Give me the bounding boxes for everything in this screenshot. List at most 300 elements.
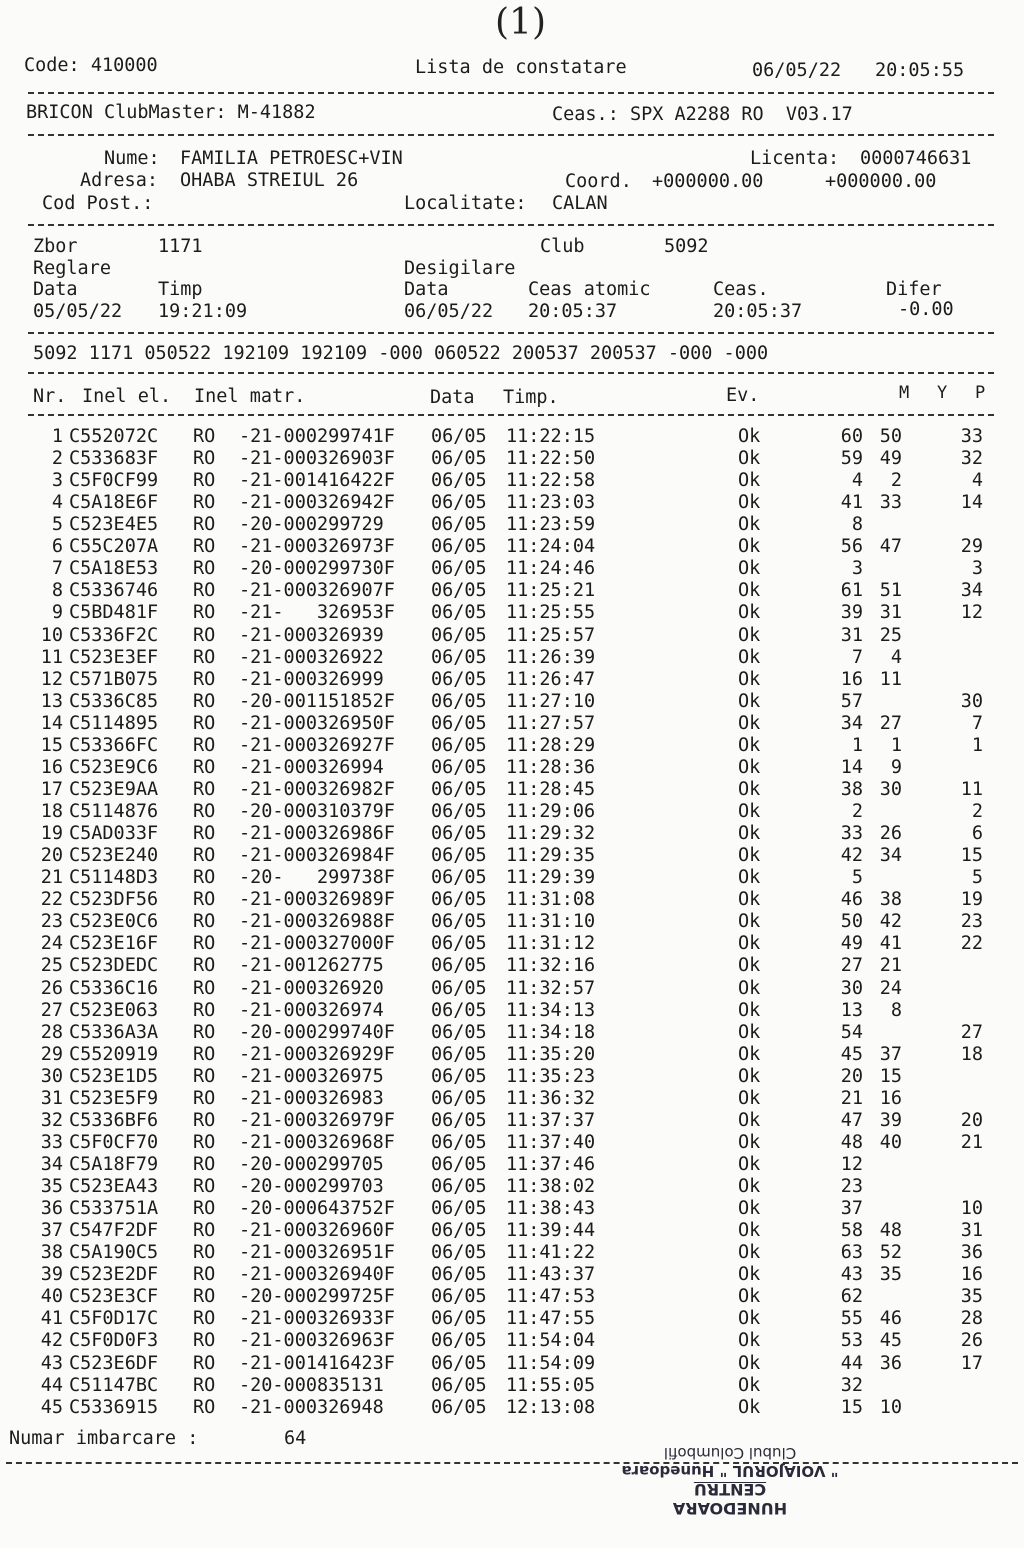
col-header-inel-el: Inel el. — [82, 386, 172, 407]
cell-nr: 39 — [40, 1264, 63, 1286]
cell-ev: Ok — [738, 1065, 761, 1087]
cell-inel-el: C523E1D5 — [69, 1065, 159, 1087]
cell-m: 48 — [840, 1131, 863, 1153]
cell-p: 28 — [960, 1308, 983, 1330]
cell-inel-el: C5F0D17C — [69, 1308, 159, 1330]
cell-p: 34 — [960, 580, 983, 602]
cell-nr: 33 — [40, 1131, 63, 1153]
cell-data: 06/05 — [431, 624, 487, 646]
cell-data: 06/05 — [431, 1286, 487, 1308]
cell-inel-el: C5520919 — [69, 1043, 159, 1065]
cell-timp: 11:47:53 — [506, 1286, 596, 1308]
cell-data: 06/05 — [431, 845, 487, 867]
postal-label: Cod Post.: — [42, 193, 154, 214]
cell-y: 8 — [890, 999, 902, 1021]
cell-inel-el: C51147BC — [69, 1374, 159, 1396]
cell-y: 48 — [879, 1220, 902, 1242]
cell-y: 38 — [879, 889, 902, 911]
cell-inel-el: C547F2DF — [69, 1220, 159, 1242]
cell-m: 49 — [840, 933, 863, 955]
cell-inel-el: C5336BF6 — [69, 1109, 159, 1131]
cell-m: 41 — [840, 492, 863, 514]
divider — [6, 1462, 1018, 1464]
cell-inel-el: C5F0D0F3 — [69, 1330, 159, 1352]
cell-inel-el: C5336C85 — [69, 690, 159, 712]
cell-inel-matr: -21-000326982F — [239, 778, 395, 800]
cell-timp: 11:26:47 — [506, 668, 596, 690]
cell-ev: Ok — [738, 1087, 761, 1109]
cell-data: 06/05 — [431, 712, 487, 734]
cell-inel-matr: -21-000326968F — [239, 1131, 395, 1153]
cell-timp: 11:26:39 — [506, 646, 596, 668]
cell-nr: 28 — [40, 1021, 63, 1043]
cell-nr: 12 — [40, 668, 63, 690]
cell-timp: 11:37:37 — [506, 1109, 596, 1131]
cell-p: 6 — [971, 823, 983, 845]
cell-nr: 23 — [40, 911, 63, 933]
cell-inel-matr: -21-000326939 — [239, 624, 384, 646]
cell-timp: 11:38:43 — [506, 1198, 596, 1220]
cell-timp: 11:35:23 — [506, 1065, 596, 1087]
cell-inel-el: C523E4E5 — [69, 514, 159, 536]
cell-timp: 11:22:15 — [506, 426, 596, 447]
cell-data: 06/05 — [431, 448, 487, 470]
cell-timp: 11:34:18 — [506, 1021, 596, 1043]
cell-nr: 36 — [40, 1198, 63, 1220]
cell-data: 06/05 — [431, 778, 487, 800]
reglare-date: 05/05/22 — [33, 301, 123, 322]
col-header-y: Y — [937, 383, 948, 403]
cell-inel-matr: -20-000299725F — [239, 1286, 395, 1308]
cell-m: 60 — [840, 426, 863, 447]
cell-data: 06/05 — [431, 1396, 487, 1418]
cell-inel-matr: -21-000326951F — [239, 1242, 395, 1264]
cell-country: RO — [193, 1242, 216, 1264]
cell-timp: 11:41:22 — [506, 1242, 596, 1264]
cell-timp: 11:31:08 — [506, 889, 596, 911]
cell-inel-el: C5F0CF70 — [69, 1131, 159, 1153]
cell-y: 37 — [879, 1043, 902, 1065]
cell-data: 06/05 — [431, 558, 487, 580]
cell-inel-el: C523E063 — [69, 999, 159, 1021]
cell-inel-el: C552072C — [69, 426, 159, 447]
cell-inel-el: C5114876 — [69, 801, 159, 823]
cell-ev: Ok — [738, 646, 761, 668]
cell-m: 53 — [840, 1330, 863, 1352]
cell-country: RO — [193, 734, 216, 756]
cell-p: 5 — [971, 867, 983, 889]
cell-inel-el: C523E2DF — [69, 1264, 159, 1286]
cell-inel-matr: -21-000326984F — [239, 845, 395, 867]
cell-inel-matr: -20-000299703 — [239, 1176, 384, 1198]
cell-inel-el: C523E3CF — [69, 1286, 159, 1308]
cell-inel-matr: -21-000326979F — [239, 1109, 395, 1131]
cell-ev: Ok — [738, 492, 761, 514]
cell-inel-matr: -21-000326907F — [239, 580, 395, 602]
cell-country: RO — [193, 470, 216, 492]
cell-timp: 11:23:03 — [506, 492, 596, 514]
cell-ev: Ok — [738, 712, 761, 734]
cell-timp: 11:32:57 — [506, 977, 596, 999]
cell-ev: Ok — [738, 514, 761, 536]
cell-p: 31 — [960, 1220, 983, 1242]
cell-data: 06/05 — [431, 756, 487, 778]
cell-m: 56 — [840, 536, 863, 558]
cell-timp: 11:27:10 — [506, 690, 596, 712]
cell-y: 41 — [879, 933, 902, 955]
cell-y: 36 — [879, 1352, 902, 1374]
cell-timp: 11:25:55 — [506, 602, 596, 624]
cell-nr: 19 — [40, 823, 63, 845]
cell-m: 42 — [840, 845, 863, 867]
cell-y: 42 — [879, 911, 902, 933]
cell-country: RO — [193, 1374, 216, 1396]
cell-p: 23 — [960, 911, 983, 933]
col-header-m: M — [899, 383, 910, 403]
cell-timp: 11:35:20 — [506, 1043, 596, 1065]
cell-inel-el: C5336F2C — [69, 624, 159, 646]
cell-p: 4 — [971, 470, 983, 492]
cell-y: 11 — [879, 668, 902, 690]
cell-y: 15 — [879, 1065, 902, 1087]
cell-p: 15 — [960, 845, 983, 867]
cell-timp: 11:22:58 — [506, 470, 596, 492]
cell-ev: Ok — [738, 1308, 761, 1330]
cell-ev: Ok — [738, 1043, 761, 1065]
desigilare-date: 06/05/22 — [404, 301, 494, 322]
cell-data: 06/05 — [431, 1131, 487, 1153]
cell-m: 8 — [851, 514, 863, 536]
cell-ev: Ok — [738, 558, 761, 580]
cell-nr: 7 — [51, 558, 63, 580]
cell-ev: Ok — [738, 911, 761, 933]
cell-ev: Ok — [738, 448, 761, 470]
cell-m: 45 — [840, 1043, 863, 1065]
cell-nr: 26 — [40, 977, 63, 999]
cell-ev: Ok — [738, 1374, 761, 1396]
cell-ev: Ok — [738, 734, 761, 756]
cell-nr: 3 — [51, 470, 63, 492]
locality-value: CALAN — [552, 193, 608, 214]
cell-timp: 11:27:57 — [506, 712, 596, 734]
cell-country: RO — [193, 602, 216, 624]
cell-ev: Ok — [738, 1198, 761, 1220]
cell-inel-el: C523E16F — [69, 933, 159, 955]
cell-ev: Ok — [738, 690, 761, 712]
cell-nr: 20 — [40, 845, 63, 867]
cell-inel-matr: -21-000326927F — [239, 734, 395, 756]
cell-inel-el: C5336915 — [69, 1396, 159, 1418]
owner-name: FAMILIA PETROESC+VIN — [180, 148, 403, 169]
cell-nr: 25 — [40, 955, 63, 977]
cell-timp: 11:29:39 — [506, 867, 596, 889]
divider — [28, 224, 994, 226]
cell-inel-el: C523E0C6 — [69, 911, 159, 933]
cell-data: 06/05 — [431, 1087, 487, 1109]
cell-data: 06/05 — [431, 734, 487, 756]
cell-country: RO — [193, 448, 216, 470]
cell-y: 4 — [890, 646, 902, 668]
cell-y: 45 — [879, 1330, 902, 1352]
cell-inel-matr: -21-000326974 — [239, 999, 384, 1021]
cell-y: 31 — [879, 602, 902, 624]
cell-data: 06/05 — [431, 1308, 487, 1330]
col-header-p: P — [975, 383, 986, 403]
cell-data: 06/05 — [431, 536, 487, 558]
divider — [28, 92, 994, 94]
cell-country: RO — [193, 1153, 216, 1175]
cell-p: 32 — [960, 448, 983, 470]
cell-timp: 11:37:40 — [506, 1131, 596, 1153]
cell-ev: Ok — [738, 1352, 761, 1374]
divider — [28, 372, 994, 374]
cell-country: RO — [193, 668, 216, 690]
cell-m: 23 — [840, 1176, 863, 1198]
ceas-atomic-label: Ceas atomic — [528, 279, 651, 300]
cell-inel-el: C523E3EF — [69, 646, 159, 668]
cell-inel-el: C523DF56 — [69, 889, 159, 911]
cell-nr: 30 — [40, 1065, 63, 1087]
cell-data: 06/05 — [431, 1352, 487, 1374]
locality-label: Localitate: — [404, 193, 527, 214]
license-label: Licenta: — [750, 148, 840, 169]
cell-country: RO — [193, 1087, 216, 1109]
cell-inel-matr: -20-000299740F — [239, 1021, 395, 1043]
cell-country: RO — [193, 1043, 216, 1065]
cell-inel-el: C5336746 — [69, 580, 159, 602]
cell-timp: 11:28:36 — [506, 756, 596, 778]
cell-m: 16 — [840, 668, 863, 690]
cell-country: RO — [193, 1220, 216, 1242]
cell-p: 10 — [960, 1198, 983, 1220]
cell-ev: Ok — [738, 536, 761, 558]
clock-info: Ceas.: SPX A2288 RO V03.17 — [552, 104, 853, 125]
cell-ev: Ok — [738, 1131, 761, 1153]
cell-ev: Ok — [738, 1242, 761, 1264]
cell-ev: Ok — [738, 668, 761, 690]
cell-y: 47 — [879, 536, 902, 558]
cell-inel-matr: -21-000299741F — [239, 426, 395, 447]
cell-y: 10 — [879, 1396, 902, 1418]
cell-ev: Ok — [738, 955, 761, 977]
cell-ev: Ok — [738, 1264, 761, 1286]
cell-p: 22 — [960, 933, 983, 955]
cell-nr: 18 — [40, 801, 63, 823]
cell-country: RO — [193, 999, 216, 1021]
cell-y: 34 — [879, 845, 902, 867]
cell-nr: 11 — [40, 646, 63, 668]
cell-y: 25 — [879, 624, 902, 646]
cell-data: 06/05 — [431, 1065, 487, 1087]
cell-inel-el: C5AD033F — [69, 823, 159, 845]
cell-country: RO — [193, 1330, 216, 1352]
cell-country: RO — [193, 1286, 216, 1308]
cell-inel-matr: -21-000326933F — [239, 1308, 395, 1330]
cell-m: 44 — [840, 1352, 863, 1374]
cell-ev: Ok — [738, 1021, 761, 1043]
cell-inel-matr: -21-000326942F — [239, 492, 395, 514]
cell-y: 33 — [879, 492, 902, 514]
cell-data: 06/05 — [431, 999, 487, 1021]
cell-inel-matr: -21-000326929F — [239, 1043, 395, 1065]
cell-inel-matr: -21-001416423F — [239, 1352, 395, 1374]
cell-inel-matr: -21-001262775 — [239, 955, 384, 977]
cell-m: 31 — [840, 624, 863, 646]
cell-m: 58 — [840, 1220, 863, 1242]
cell-nr: 32 — [40, 1109, 63, 1131]
cell-inel-el: C571B075 — [69, 668, 159, 690]
cell-data: 06/05 — [431, 1374, 487, 1396]
cell-country: RO — [193, 646, 216, 668]
cell-timp: 11:47:55 — [506, 1308, 596, 1330]
cell-y: 1 — [890, 734, 902, 756]
cell-inel-el: C523E6DF — [69, 1352, 159, 1374]
cell-data: 06/05 — [431, 955, 487, 977]
cell-nr: 21 — [40, 867, 63, 889]
cell-inel-matr: -20-000299730F — [239, 558, 395, 580]
cell-country: RO — [193, 911, 216, 933]
cell-inel-matr: -21-000326948 — [239, 1396, 384, 1418]
club-value: 5092 — [664, 236, 709, 257]
cell-data: 06/05 — [431, 1220, 487, 1242]
cell-data: 06/05 — [431, 1264, 487, 1286]
cell-timp: 12:13:08 — [506, 1396, 596, 1418]
cell-nr: 22 — [40, 889, 63, 911]
cell-p: 7 — [971, 712, 983, 734]
cell-ev: Ok — [738, 1220, 761, 1242]
cell-inel-el: C53366FC — [69, 734, 159, 756]
cell-ev: Ok — [738, 1176, 761, 1198]
cell-nr: 15 — [40, 734, 63, 756]
cell-country: RO — [193, 690, 216, 712]
cell-nr: 44 — [40, 1374, 63, 1396]
cell-timp: 11:43:37 — [506, 1264, 596, 1286]
cell-country: RO — [193, 426, 216, 447]
cell-ev: Ok — [738, 1109, 761, 1131]
cell-timp: 11:28:45 — [506, 778, 596, 800]
cell-data: 06/05 — [431, 1109, 487, 1131]
cell-nr: 27 — [40, 999, 63, 1021]
cell-m: 63 — [840, 1242, 863, 1264]
cell-inel-el: C5336C16 — [69, 977, 159, 999]
cell-inel-matr: -20-000299729 — [239, 514, 384, 536]
zbor-value: 1171 — [158, 236, 203, 257]
cell-m: 13 — [840, 999, 863, 1021]
cell-ev: Ok — [738, 580, 761, 602]
cell-nr: 38 — [40, 1242, 63, 1264]
cell-m: 32 — [840, 1374, 863, 1396]
cell-m: 14 — [840, 756, 863, 778]
header-time: 20:05:55 — [875, 60, 965, 81]
desigilare-atomic-time: 20:05:37 — [528, 301, 618, 322]
cell-data: 06/05 — [431, 602, 487, 624]
cell-country: RO — [193, 514, 216, 536]
cell-data: 06/05 — [431, 668, 487, 690]
cell-y: 52 — [879, 1242, 902, 1264]
col-header-data: Data — [430, 387, 475, 408]
cell-timp: 11:29:35 — [506, 845, 596, 867]
cell-nr: 41 — [40, 1308, 63, 1330]
desigilare-clock-time: 20:05:37 — [713, 301, 803, 322]
cell-ev: Ok — [738, 977, 761, 999]
cell-timp: 11:38:02 — [506, 1176, 596, 1198]
stamp-line-hunedoara: HUNEDOARA — [672, 1499, 788, 1518]
cell-ev: Ok — [738, 756, 761, 778]
cell-inel-matr: -21-000327000F — [239, 933, 395, 955]
cell-p: 26 — [960, 1330, 983, 1352]
cell-ev: Ok — [738, 801, 761, 823]
cell-inel-matr: -21-001416422F — [239, 470, 395, 492]
cell-y: 9 — [890, 756, 902, 778]
boarding-count-label: Numar imbarcare : — [9, 1428, 199, 1449]
coord-x: +000000.00 — [652, 171, 764, 192]
cell-m: 55 — [840, 1308, 863, 1330]
cell-data: 06/05 — [431, 580, 487, 602]
cell-m: 15 — [840, 1396, 863, 1418]
cell-y: 16 — [879, 1087, 902, 1109]
cell-y: 27 — [879, 712, 902, 734]
cell-m: 33 — [840, 823, 863, 845]
cell-m: 2 — [851, 801, 863, 823]
cell-nr: 45 — [40, 1396, 63, 1418]
cell-inel-matr: -21-000326973F — [239, 536, 395, 558]
header-date: 06/05/22 — [752, 60, 842, 81]
cell-country: RO — [193, 580, 216, 602]
cell-ev: Ok — [738, 1330, 761, 1352]
club-stamp — [600, 1418, 860, 1518]
cell-ev: Ok — [738, 889, 761, 911]
cell-p: 2 — [971, 801, 983, 823]
cell-m: 30 — [840, 977, 863, 999]
zbor-label: Zbor — [33, 236, 78, 257]
cell-ev: Ok — [738, 624, 761, 646]
cell-inel-el: C55C207A — [69, 536, 159, 558]
cell-ev: Ok — [738, 1286, 761, 1308]
cell-nr: 4 — [51, 492, 63, 514]
cell-country: RO — [193, 1396, 216, 1418]
page-title: Lista de constatare — [415, 57, 627, 78]
cell-nr: 16 — [40, 756, 63, 778]
cell-inel-el: C5A18F79 — [69, 1153, 159, 1175]
cell-ev: Ok — [738, 602, 761, 624]
cell-m: 43 — [840, 1264, 863, 1286]
cell-timp: 11:28:29 — [506, 734, 596, 756]
cell-nr: 2 — [51, 448, 63, 470]
divider — [28, 414, 994, 416]
cell-data: 06/05 — [431, 1176, 487, 1198]
cell-ev: Ok — [738, 470, 761, 492]
cell-y: 46 — [879, 1308, 902, 1330]
cell-ev: Ok — [738, 845, 761, 867]
cell-inel-matr: -21-000326922 — [239, 646, 384, 668]
cell-country: RO — [193, 867, 216, 889]
cell-m: 62 — [840, 1286, 863, 1308]
cell-data: 06/05 — [431, 470, 487, 492]
cell-nr: 9 — [51, 602, 63, 624]
cell-y: 24 — [879, 977, 902, 999]
cell-m: 21 — [840, 1087, 863, 1109]
cell-nr: 14 — [40, 712, 63, 734]
reglare-timp-label: Timp — [158, 279, 203, 300]
cell-nr: 5 — [51, 514, 63, 536]
cell-country: RO — [193, 558, 216, 580]
address-value: OHABA STREIUL 26 — [180, 170, 359, 191]
cell-m: 47 — [840, 1109, 863, 1131]
cell-y: 40 — [879, 1131, 902, 1153]
cell-inel-matr: -21-000326920 — [239, 977, 384, 999]
col-header-nr: Nr. — [33, 386, 67, 407]
cell-country: RO — [193, 1264, 216, 1286]
